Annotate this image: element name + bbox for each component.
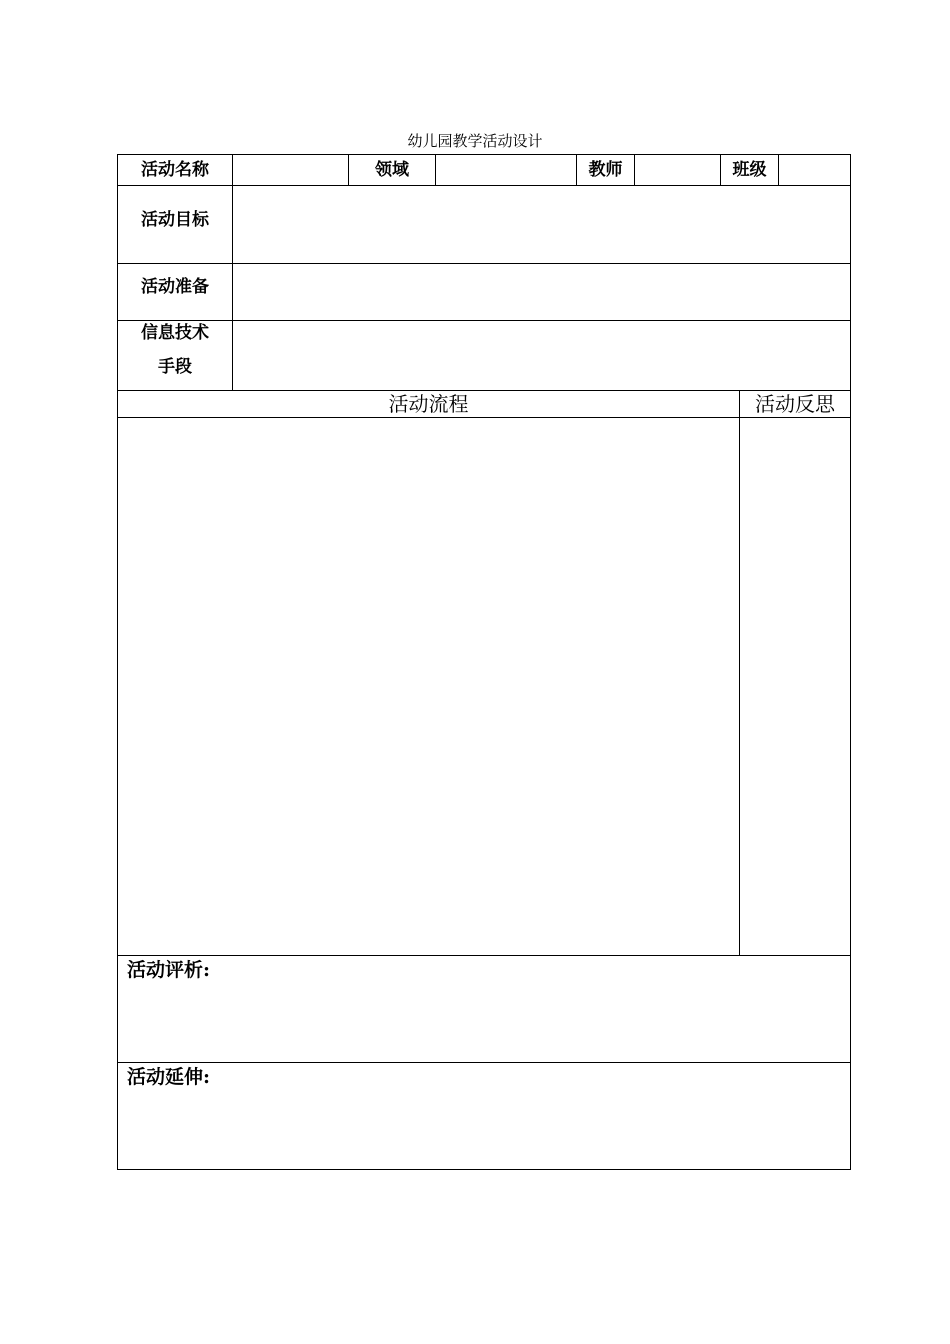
it-means-label-line1: 信息技术 xyxy=(141,323,209,343)
evaluation-label: 活动评析: xyxy=(127,959,211,981)
reflection-header: 活动反思 xyxy=(755,392,835,416)
row-divider xyxy=(117,1062,851,1063)
class-field[interactable] xyxy=(779,159,850,181)
class-label: 班级 xyxy=(732,160,767,180)
row-divider xyxy=(117,955,851,956)
teacher-label: 教师 xyxy=(588,160,623,180)
preparation-label: 活动准备 xyxy=(141,277,209,297)
activity-name-label: 活动名称 xyxy=(141,160,209,180)
goals-label: 活动目标 xyxy=(141,210,209,230)
reflection-field[interactable] xyxy=(740,418,850,955)
extension-field[interactable] xyxy=(127,1092,847,1166)
domain-label: 领域 xyxy=(375,160,409,180)
process-header: 活动流程 xyxy=(388,392,469,416)
preparation-field[interactable] xyxy=(233,264,850,320)
process-field[interactable] xyxy=(118,418,739,955)
evaluation-field[interactable] xyxy=(127,985,847,1059)
document-title: 幼儿园教学活动设计 xyxy=(407,132,543,150)
extension-label: 活动延伸: xyxy=(127,1066,211,1088)
domain-field[interactable] xyxy=(436,159,576,181)
goals-field[interactable] xyxy=(233,186,850,263)
teacher-field[interactable] xyxy=(635,159,720,181)
it-means-label-line2: 手段 xyxy=(158,357,192,377)
it-means-field[interactable] xyxy=(233,321,850,390)
activity-name-field[interactable] xyxy=(233,159,348,181)
